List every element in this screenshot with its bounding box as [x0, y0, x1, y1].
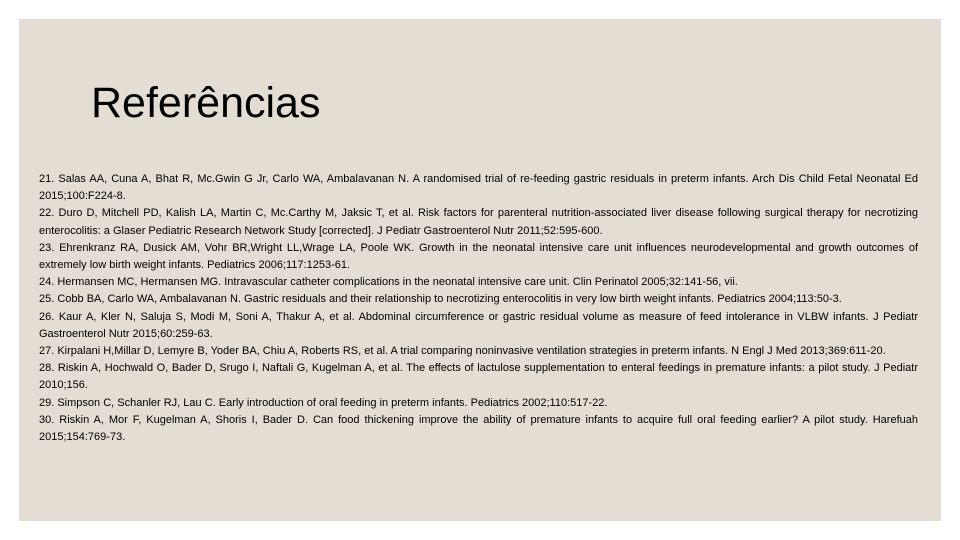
reference-item-23: 23. Ehrenkranz RA, Dusick AM, Vohr BR,Wright LL,Wrage LA, Poole WK. Growth in the neonatal intensive care unit influences neurodevelopmental and growth outcomes of extremely low birth weight infants. Pediatrics 2006;117:1253-61.	[39, 241, 918, 272]
slide	[19, 19, 941, 521]
reference-item-28: 28. Riskin A, Hochwald O, Bader D, Srugo I, Naftali G, Kugelman A, et al. The effects of lactulose supplementation to enteral feedings in premature infants: a pilot study. J Pediatr 2010;156.	[39, 362, 918, 392]
reference-item-22: 22. Duro D, Mitchell PD, Kalish LA, Martin C, Mc.Carthy M, Jaksic T, et al. Risk factors for parenteral nutrition-associated liver disease following surgical therapy for necrotizing enterocolitis: a Glaser Pediatric Research Network Study [corrected]. J Pediatr Gastroenterol Nutr 2011;52:595-600.	[39, 207, 918, 237]
reference-item-26: 26. Kaur A, Kler N, Saluja S, Modi M, Soni A, Thakur A, et al. Abdominal circumference or gastric residual volume as measure of feed intolerance in VLBW infants. J Pediatr Gastroenterol Nutr 2015;60:259-63.	[39, 310, 918, 340]
slide-title: Referências	[91, 79, 321, 127]
reference-list	[39, 171, 918, 446]
reference-item-29: 29. Simpson C, Schanler RJ, Lau C. Early introduction of oral feeding in preterm infants. Pediatrics 2002;110:517-22.	[39, 396, 608, 409]
reference-item-25: 25. Cobb BA, Carlo WA, Ambalavanan N. Gastric residuals and their relationship to necrotizing enterocolitis in very low birth weight infants. Pediatrics 2004;113:50-3.	[39, 293, 842, 306]
reference-item-21: 21. Salas AA, Cuna A, Bhat R, Mc.Gwin G Jr, Carlo WA, Ambalavanan N. A randomised trial of re-feeding gastric residuals in preterm infants. Arch Dis Child Fetal Neonatal Ed 2015;100:F224-8.	[39, 173, 918, 203]
reference-item-27: 27. Kirpalani H,Millar D, Lemyre B, Yoder BA, Chiu A, Roberts RS, et al. A trial comparing noninvasive ventilation strategies in preterm infants. N Engl J Med 2013;369:611-20.	[39, 345, 886, 358]
reference-item-24: 24. Hermansen MC, Hermansen MG. Intravascular catheter complications in the neonatal intensive care unit. Clin Perinatol 2005;32:141-56, vii.	[39, 276, 738, 289]
reference-item-30: 30. Riskin A, Mor F, Kugelman A, Shoris I, Bader D. Can food thickening improve the ability of premature infants to acquire full oral feeding earlier? A pilot study. Harefuah 2015;154:769-73.	[39, 413, 918, 444]
